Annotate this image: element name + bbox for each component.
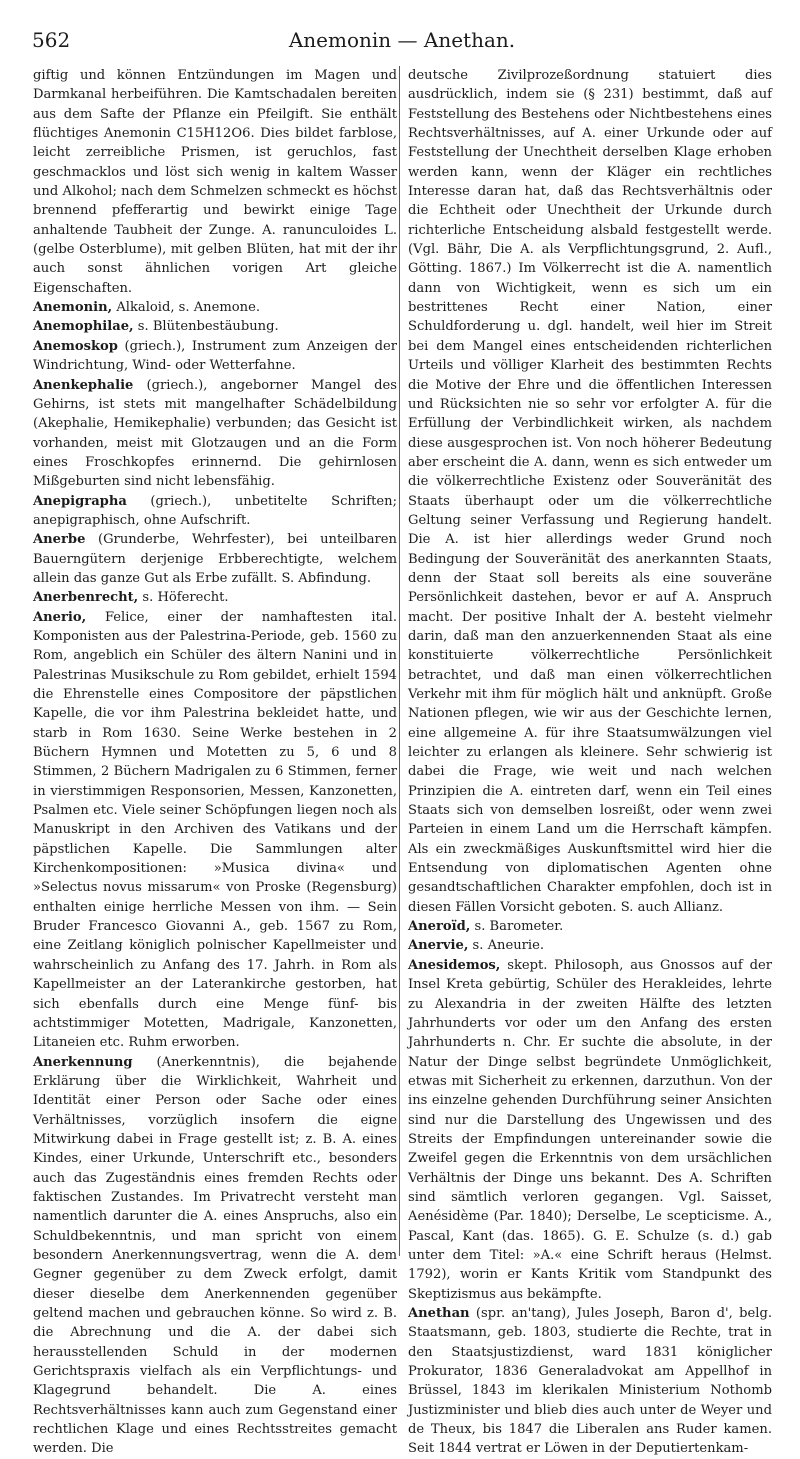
entry-headword: Anerkennung: [33, 1054, 133, 1070]
entry-text: deutsche Zivilprozeßordnung statuiert dies ausdrücklich, indem sie (§ 231) bestimmt, daß auf Feststellung des Bestehens oder Nichtbestehens eines Rechtsverhältnisses, auf A. einer Urkunde oder auf Feststellung der Unechtheit derselben Klage erhoben werden kann, wenn der Kläger ein rechtliches Interesse daran hat, daß das Rechtsverhältnis oder die Echtheit oder Unechtheit der Urkunde durch richterliche Entscheidung alsbald festgestellt werde. (Vgl. Bähr, Die A. als Verpflichtungsgrund, 2. Aufl., Götting. 1867.) Im Völkerrecht ist die A. namentlich dann von Wichtigkeit, wenn es sich um ein bestrittenes Recht einer Nation, einer Schuldforderung u. dgl. handelt, weil hier im Streit bei dem Mangel eines entscheidenden richterlichen Urteils und völliger Klarheit des bestimmten Rechts die Motive der Ehre und die öffentlichen Interessen und Rücksichten nie so sehr vor erfolgter A. für die Erfüllung der Verbindlichkeit wirken, als nachdem diese ausgesprochen ist. Von noch höherer Bedeutung aber erscheint die A. dann, wenn es sich entweder um die völkerrechtliche Existenz oder Souveränität des Staats überhaupt oder um die völkerrechtliche Geltung seiner Verfassung und Regierung handelt. Die A. ist hier allerdings weder Grund noch Bedingung der Souveränität des anerkannten Staats, denn der Staat soll bereits als eine souveräne Persönlichkeit dastehen, bevor er auf A. Anspruch macht. Der positive Inhalt der A. besteht vielmehr darin, daß man den anzuerkennenden Staat als eine konstituierte völkerrechtliche Persönlichkeit betrachtet, und daß man einen völkerrechtlichen Verkehr mit ihm für möglich hält und anknüpft. Große Nationen pflegen, wie wir aus der Geschichte lernen, eine allgemeine A. für ihre Staatsumwälzungen viel leichter zu erlangen als kleinere. Sehr schwierig ist dabei die Frage, wie weit und nach welchen Prinzipien die A. eintreten darf, wenn ein Teil eines Staats sich von demselben losreißt, oder wenn zwei Parteien in einem Land um die Herrschaft kämpfen. Als ein zweckmäßiges Auskunftsmittel wird hier die Entsendung von diplomatischen Agenten ohne gesandtschaftlichen Charakter empfohlen, doch ist in diesen Fällen Vorsicht geboten. S. auch Allianz.: [408, 68, 772, 915]
dictionary-entry: [33, 608, 397, 1053]
entry-headword: Anemoskop: [33, 338, 118, 354]
entry-text: (Grunderbe, Wehrfester), bei unteilbaren Bauerngütern derjenige Erbberechtigte, welchem allein das ganze Gut als Erbe zufällt. S. Abfindung.: [33, 532, 397, 586]
dictionary-entry: [33, 66, 397, 298]
dictionary-entry: [33, 1053, 397, 1459]
dictionary-entry: [33, 337, 397, 376]
entry-headword: Anervie,: [408, 938, 469, 954]
entry-headword: Anerbenrecht,: [33, 590, 139, 606]
entry-text: (griech.), angeborner Mangel des Gehirns, ist stets mit mangelhafter Schädelbildung (Akephalie, Hemikephalie) verbunden; das Gesicht ist vorhanden, meist mit Glotzaugen und an die Form eines Froschkopfes erinnernd. Die gehirnlosen Mißgeburten sind nicht lebensfähig.: [33, 377, 397, 490]
entry-text: (griech.), Instrument zum Anzeigen der Windrichtung, Wind- oder Wetterfahne.: [33, 338, 397, 374]
entry-text: s. Barometer.: [470, 919, 564, 935]
entry-text: Felice, einer der namhaftesten ital. Komponisten aus der Palestrina-Periode, geb. 1560 zu Rom, angeblich ein Schüler des ältern Nanini und in Palestrinas Musikschule zu Rom gebildet, erhielt 1594 die Ehrenstelle eines Compositore der päpstlichen Kapelle, die vor ihm Palestrina bekleidet hatte, und starb in Rom 1630. Seine Werke bestehen in 2 Büchern Hymnen und Motetten zu 5, 6 und 8 Stimmen, 2 Büchern Madrigalen zu 6 Stimmen, ferner in vierstimmigen Responsorien, Messen, Kanzonetten, Psalmen etc. Viele seiner Schöpfungen liegen noch als Manuskript in den Archiven des Vatikans und der päpstlichen Kapelle. Die Sammlungen alter Kirchenkompositionen: »Musica divina« und »Selectus novus missarum« von Proske (Regensburg) enthalten einige herrliche Messen von ihm. — Sein Bruder Francesco Giovanni A., geb. 1567 zu Rom, eine Zeitlang königlich polnischer Kapellmeister und wahrscheinlich zu Anfang des 17. Jahrh. in Rom als Kapellmeister an der Laterankirche gestorben, hat sich ebenfalls durch eine Menge fünf- bis achtstimmiger Motetten, Madrigale, Kanzonetten, Litaneien etc. Ruhm erworben.: [33, 609, 397, 1051]
entry-text: Alkaloid, s. Anemone.: [112, 300, 261, 316]
entry-text: skept. Philosoph, aus Gnossos auf der Insel Kreta gebürtig, Schüler des Herakleides, lehrte zu Alexandria in der zweiten Hälfte des letzten Jahrhunderts vor oder um den Anfang des ersten Jahrhunderts n. Chr. Er suchte die absolute, in der Natur der Dinge selbst begründete Unmöglichkeit, etwas mit Sicherheit zu erkennen, darzuthun. Von der ins einzelne gehenden Durchführung seiner Ansichten sind nur die Darstellung des Ungewissen und des Streits der Empfindungen untereinander sowie die Zweifel gegen die Erkenntnis von dem ursächlichen Verhältnis der Dinge uns bekannt. Des A. Schriften sind sämtlich verloren gegangen. Vgl. Saisset, Aenésidème (Par. 1840); Derselbe, Le scepticisme. A., Pascal, Kant (das. 1865). G. E. Schulze (s. d.) gab unter dem Titel: »A.« eine Schrift heraus (Helmst. 1792), worin er Kants Kritik vom Standpunkt des Skeptizismus aus bekämpfte.: [408, 957, 772, 1302]
entry-headword: Anethan: [408, 1306, 470, 1321]
page-number: 562: [32, 28, 71, 52]
dictionary-entry: [408, 917, 772, 936]
running-head: Anemonin — Anethan.: [288, 28, 516, 52]
dictionary-entry: [33, 376, 397, 492]
dictionary-entry: [33, 588, 397, 607]
dictionary-entry: [408, 1304, 772, 1459]
entry-text: (griech.), unbetitelte Schriften; anepigraphisch, ohne Aufschrift.: [33, 493, 397, 528]
page-header: [32, 28, 772, 54]
dictionary-entry: [408, 936, 772, 955]
left-column: [33, 66, 397, 1459]
entry-headword: Anemonin,: [33, 300, 113, 316]
entry-text: s. Aneurie.: [468, 938, 545, 954]
dictionary-entry: [33, 317, 397, 336]
dictionary-entry: [33, 530, 397, 588]
entry-headword: Anerio,: [33, 609, 87, 625]
entry-text: s. Blütenbestäubung.: [133, 319, 279, 335]
dictionary-entry: [33, 492, 397, 531]
entry-text: s. Höferecht.: [138, 590, 229, 606]
column-divider: [399, 66, 400, 1256]
dictionary-entry: [33, 298, 397, 317]
entry-headword: Anerbe: [33, 532, 86, 548]
right-column: [408, 66, 772, 1459]
dictionary-entry: [408, 66, 772, 917]
dictionary-entry: [408, 956, 772, 1304]
entry-headword: Anenkephalie: [33, 377, 134, 393]
entry-text: (spr. an'tang), Jules Joseph, Baron d', belg. Staatsmann, geb. 1803, studierte die Rechte, trat in den Staatsjustizdienst, ward 1831 königlicher Prokurator, 1836 Generaladvokat am Appellhof in Brüssel, 1843 im klerikalen Ministerium Nothomb Justizminister und blieb dies auch unter de Weyer und de Theux, bis 1847 die Liberalen ans Ruder kamen. Seit 1844 vertrat er Löwen in der Deputiertenkam-: [408, 1306, 772, 1457]
entry-headword: Anepigrapha: [33, 493, 127, 509]
entry-headword: Aneroïd,: [408, 919, 471, 935]
entry-headword: Anemophilae,: [33, 319, 134, 335]
entry-text: (Anerkenntnis), die bejahende Erklärung über die Wirklichkeit, Wahrheit und Identität einer Person oder Sache oder eines Verhältnisses, vorzüglich insofern die eigne Mitwirkung dabei in Frage gestellt ist; z. B. A. eines Kindes, einer Urkunde, Unterschrift etc., besonders auch das Zugeständnis eines fremden Rechts oder faktischen Zustandes. Im Privatrecht versteht man namentlich darunter die A. eines Anspruchs, also ein Schuldbekenntnis, und man spricht von einem besondern Anerkennungsvertrag, wenn die A. dem Gegner gegenüber zu dem Zweck erfolgt, damit dieser dieselbe dem Anerkennenden gegenüber geltend machen und gebrauchen könne. So wird z. B. die Abrechnung und die A. der dabei sich herausstellenden Schuld in der modernen Gerichtspraxis vielfach als ein Verpflichtungs- und Klagegrund behandelt. Die A. eines Rechtsverhältnisses kann auch zum Gegenstand einer rechtlichen Klage und eines Rechtsstreites gemacht werden. Die: [33, 1054, 397, 1457]
entry-text: giftig und können Entzündungen im Magen und Darmkanal herbeiführen. Die Kamtschadalen bereiten aus dem Safte der Pflanze ein Pfeilgift. Sie enthält flüchtiges Anemonin C15H12O6. Dies bildet farblose, leicht zerreibliche Prismen, ist geruchlos, fast geschmacklos und löst sich wenig in kaltem Wasser und Alkohol; nach dem Schmelzen schmeckt es höchst brennend pfefferartig und bewirkt einige Tage anhaltende Taubheit der Zunge. A. ranunculoides L. (gelbe Osterblume), mit gelben Blüten, hat mit der ihr auch sonst ähnlichen vorigen Art gleiche Eigenschaften.: [33, 68, 397, 296]
entry-headword: Anesidemos,: [408, 957, 501, 973]
